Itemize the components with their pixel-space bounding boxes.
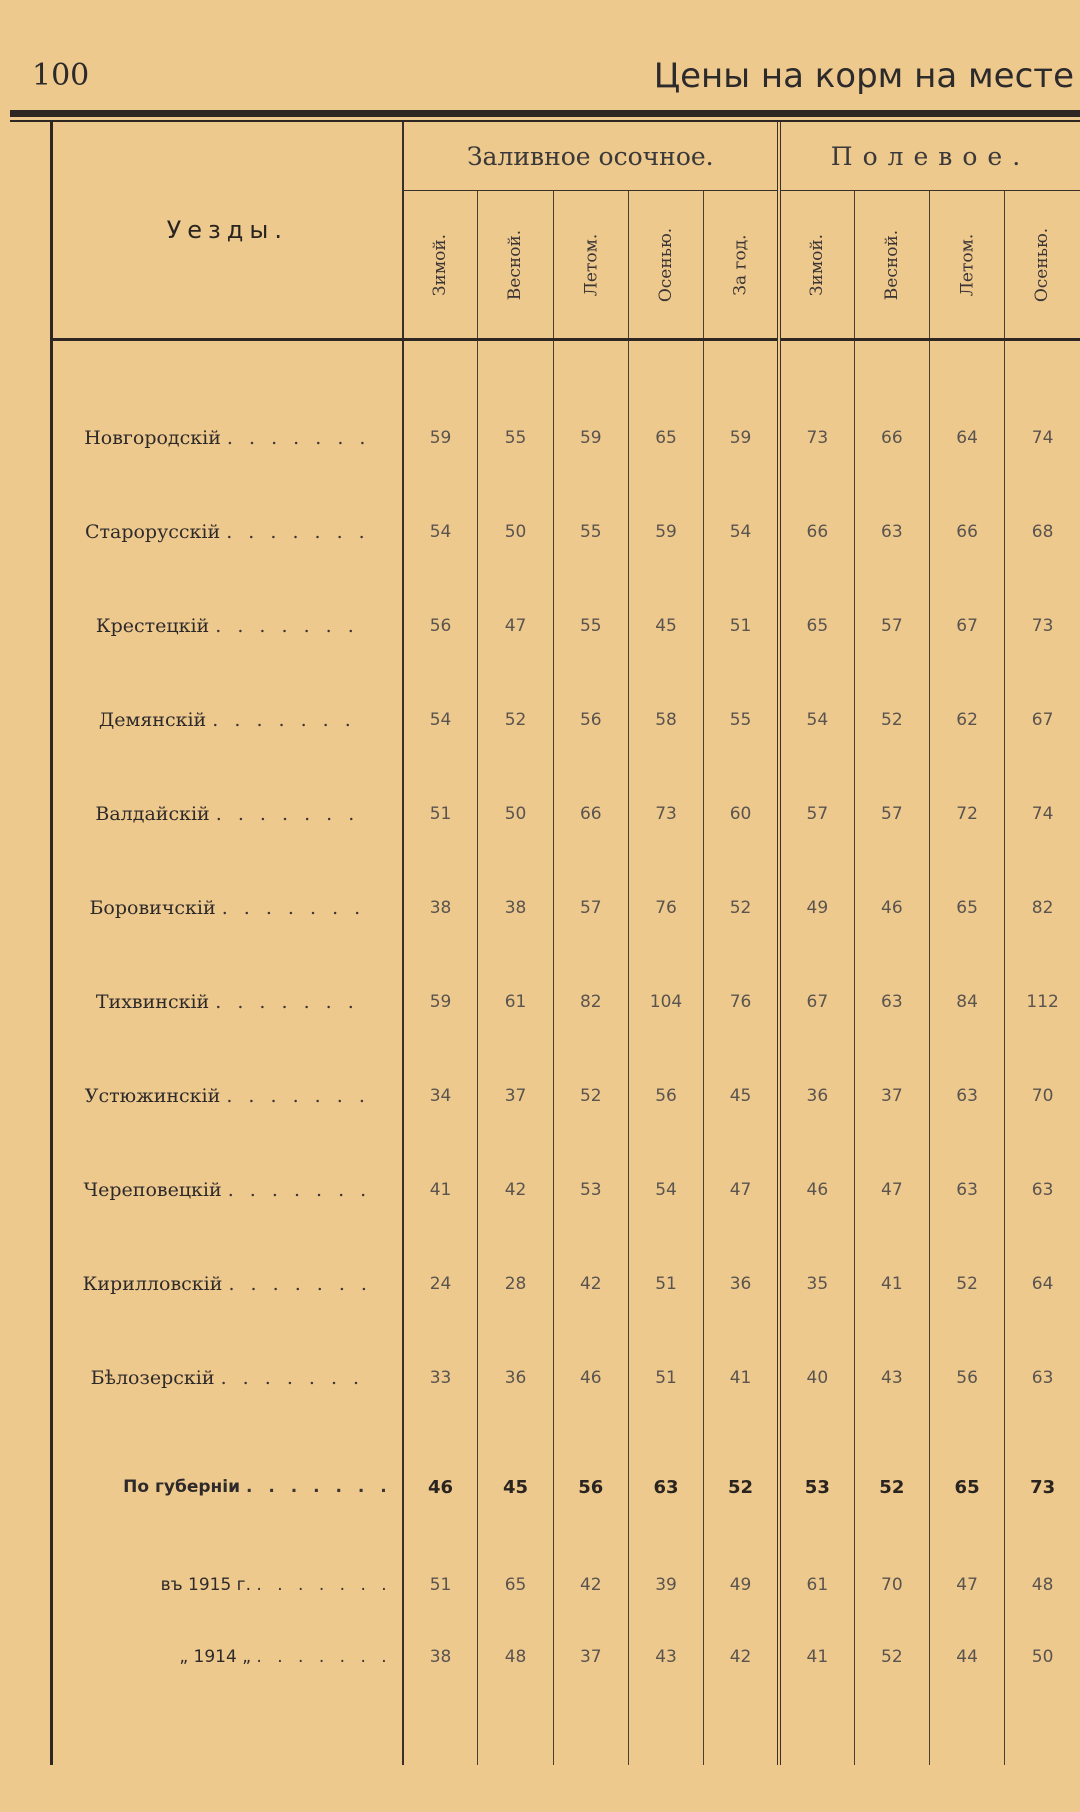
price-cell: 36 bbox=[704, 1237, 779, 1331]
uezd-name bbox=[52, 1621, 403, 1693]
leader-dots: . . . . . . . bbox=[256, 1575, 392, 1595]
price-cell: 24 bbox=[403, 1237, 478, 1331]
price-cell: 60 bbox=[704, 767, 779, 861]
price-cell: 61 bbox=[779, 1549, 854, 1621]
price-cell: 55 bbox=[478, 391, 553, 485]
page-number: 100 bbox=[32, 58, 90, 93]
price-cell: 57 bbox=[553, 861, 628, 955]
price-cell: 82 bbox=[553, 955, 628, 1049]
price-cell: 35 bbox=[779, 1237, 854, 1331]
price-cell: 63 bbox=[628, 1425, 703, 1549]
season-header: Летом. bbox=[929, 191, 1004, 340]
price-cell: 46 bbox=[854, 861, 929, 955]
price-cell: 56 bbox=[403, 579, 478, 673]
price-cell: 56 bbox=[929, 1331, 1004, 1425]
price-cell: 73 bbox=[779, 391, 854, 485]
price-cell: 66 bbox=[553, 767, 628, 861]
uezd-name bbox=[52, 861, 403, 955]
price-cell: 48 bbox=[478, 1621, 553, 1693]
uezd-name-text: Кирилловскій bbox=[82, 1273, 223, 1295]
price-cell: 67 bbox=[929, 579, 1004, 673]
price-cell: 68 bbox=[1031, 522, 1054, 542]
uezd-name-text: Валдайскій bbox=[95, 803, 210, 825]
price-cell: 38 bbox=[403, 1621, 478, 1693]
table-row bbox=[52, 1143, 1080, 1237]
price-cell: 70 bbox=[1031, 1086, 1054, 1106]
price-cell: 39 bbox=[628, 1549, 703, 1621]
price-cell: 49 bbox=[779, 861, 854, 955]
uezd-name bbox=[52, 391, 403, 485]
price-cell: 63 bbox=[929, 1143, 1004, 1237]
price-cell: 50 bbox=[478, 485, 553, 579]
price-cell: 45 bbox=[704, 1049, 779, 1143]
season-header: Осенью. bbox=[1005, 191, 1080, 340]
price-cell: 65 bbox=[929, 1425, 1004, 1549]
price-cell: 65 bbox=[628, 391, 703, 485]
price-cell: 66 bbox=[854, 391, 929, 485]
leader-dots: . . . . . . . bbox=[256, 1647, 392, 1667]
price-cell: 56 bbox=[553, 1425, 628, 1549]
price-cell: 64 bbox=[929, 391, 1004, 485]
price-cell: 56 bbox=[553, 673, 628, 767]
price-cell: 65 bbox=[478, 1549, 553, 1621]
price-cell: 73 bbox=[1031, 616, 1054, 636]
price-cell: 63 bbox=[854, 955, 929, 1049]
uezd-column-header: Уезды. bbox=[52, 122, 403, 340]
table-row bbox=[52, 1425, 1080, 1549]
price-cell: 55 bbox=[704, 673, 779, 767]
leader-dots: . . . . . . . bbox=[215, 803, 360, 825]
price-cell: 54 bbox=[628, 1143, 703, 1237]
uezd-name-text: Тихвинскій bbox=[95, 991, 210, 1013]
price-cell: 82 bbox=[1031, 898, 1054, 918]
group-header-meadow: Заливное осочное. bbox=[403, 122, 779, 191]
price-cell: 36 bbox=[478, 1331, 553, 1425]
price-cell: 37 bbox=[478, 1049, 553, 1143]
uezd-name-text: въ 1915 г. bbox=[160, 1575, 251, 1595]
uezd-name-text: Демянскій bbox=[98, 709, 207, 731]
price-cell: 47 bbox=[704, 1143, 779, 1237]
price-cell: 41 bbox=[403, 1143, 478, 1237]
leader-dots: . . . . . . . bbox=[220, 1367, 365, 1389]
price-cell: 46 bbox=[553, 1331, 628, 1425]
price-cell: 48 bbox=[1031, 1575, 1054, 1595]
price-cell: 63 bbox=[1031, 1180, 1054, 1200]
price-cell: 67 bbox=[779, 955, 854, 1049]
price-cell: 59 bbox=[553, 391, 628, 485]
price-cell: 33 bbox=[403, 1331, 478, 1425]
price-cell: 40 bbox=[779, 1331, 854, 1425]
header-rule-thick bbox=[10, 110, 1080, 117]
price-cell: 62 bbox=[929, 673, 1004, 767]
uezd-name bbox=[52, 579, 403, 673]
uezd-name-text: Новгородскій bbox=[84, 427, 221, 449]
price-cell: 52 bbox=[929, 1237, 1004, 1331]
price-cell: 38 bbox=[403, 861, 478, 955]
table-row bbox=[52, 1621, 1080, 1693]
table-row bbox=[52, 673, 1080, 767]
price-cell: 66 bbox=[779, 485, 854, 579]
season-header: Осенью. bbox=[628, 191, 703, 340]
price-cell: 55 bbox=[553, 485, 628, 579]
leader-dots: . . . . . . . bbox=[215, 615, 359, 637]
table-row bbox=[52, 1049, 1080, 1143]
price-cell: 52 bbox=[704, 1425, 779, 1549]
price-cell: 59 bbox=[628, 485, 703, 579]
table-row bbox=[52, 1331, 1080, 1425]
group-header-field: Полевое. bbox=[779, 122, 1080, 191]
leader-dots: . . . . . . . bbox=[226, 521, 370, 543]
table-row bbox=[52, 579, 1080, 673]
uezd-name bbox=[52, 1237, 403, 1331]
leader-dots: . . . . . . . bbox=[215, 991, 359, 1013]
price-cell: 52 bbox=[854, 673, 929, 767]
price-cell: 52 bbox=[478, 673, 553, 767]
leader-dots: . . . . . . . bbox=[226, 1085, 370, 1107]
price-cell: 65 bbox=[779, 579, 854, 673]
price-cell: 51 bbox=[628, 1237, 703, 1331]
running-title: Цены на корм на месте bbox=[653, 56, 1074, 96]
price-cell: 43 bbox=[854, 1331, 929, 1425]
price-cell: 41 bbox=[704, 1331, 779, 1425]
price-cell: 63 bbox=[929, 1049, 1004, 1143]
price-cell: 112 bbox=[1026, 992, 1059, 1012]
uezd-name bbox=[52, 955, 403, 1049]
season-header: Зимой. bbox=[779, 191, 854, 340]
table-row bbox=[52, 767, 1080, 861]
leader-dots: . . . . . . . bbox=[212, 709, 356, 731]
table-row bbox=[52, 861, 1080, 955]
price-cell: 59 bbox=[403, 391, 478, 485]
table-row bbox=[52, 1237, 1080, 1331]
table-row bbox=[52, 485, 1080, 579]
price-cell: 54 bbox=[403, 485, 478, 579]
price-cell: 52 bbox=[553, 1049, 628, 1143]
price-cell: 52 bbox=[854, 1425, 929, 1549]
price-cell: 56 bbox=[628, 1049, 703, 1143]
price-cell: 70 bbox=[854, 1549, 929, 1621]
uezd-name bbox=[52, 485, 403, 579]
price-cell: 44 bbox=[929, 1621, 1004, 1693]
season-header: Весной. bbox=[478, 191, 553, 340]
price-cell: 45 bbox=[628, 579, 703, 673]
price-cell: 46 bbox=[403, 1425, 478, 1549]
price-table bbox=[50, 122, 1080, 1765]
price-cell: 63 bbox=[854, 485, 929, 579]
price-cell: 38 bbox=[478, 861, 553, 955]
table-row bbox=[52, 955, 1080, 1049]
price-cell: 84 bbox=[929, 955, 1004, 1049]
price-cell: 42 bbox=[478, 1143, 553, 1237]
season-header: Летом. bbox=[553, 191, 628, 340]
price-cell: 58 bbox=[628, 673, 703, 767]
price-cell: 54 bbox=[779, 673, 854, 767]
leader-dots: . . . . . . . bbox=[221, 897, 366, 919]
price-cell: 66 bbox=[929, 485, 1004, 579]
uezd-name bbox=[52, 1331, 403, 1425]
uezd-name-text: Устюжинскій bbox=[84, 1085, 221, 1107]
price-cell: 36 bbox=[779, 1049, 854, 1143]
price-cell: 50 bbox=[478, 767, 553, 861]
price-cell: 52 bbox=[704, 861, 779, 955]
price-cell: 28 bbox=[478, 1237, 553, 1331]
price-cell: 76 bbox=[628, 861, 703, 955]
uezd-name bbox=[52, 767, 403, 861]
price-cell: 74 bbox=[1031, 804, 1054, 824]
price-cell: 53 bbox=[553, 1143, 628, 1237]
price-cell: 34 bbox=[403, 1049, 478, 1143]
uezd-name-text: Череповецкій bbox=[83, 1179, 222, 1201]
price-cell: 67 bbox=[1031, 710, 1054, 730]
price-cell: 57 bbox=[854, 579, 929, 673]
price-cell: 73 bbox=[1030, 1476, 1056, 1498]
price-cell: 73 bbox=[628, 767, 703, 861]
uezd-name-text: Старорусскій bbox=[84, 521, 221, 543]
price-cell: 59 bbox=[403, 955, 478, 1049]
price-cell: 51 bbox=[628, 1331, 703, 1425]
price-cell: 51 bbox=[403, 1549, 478, 1621]
price-cell: 37 bbox=[854, 1049, 929, 1143]
leader-dots: . . . . . . . bbox=[226, 427, 371, 449]
season-header: Зимой. bbox=[403, 191, 478, 340]
uezd-name bbox=[52, 1143, 403, 1237]
season-header: За год. bbox=[704, 191, 779, 340]
price-cell: 63 bbox=[1031, 1368, 1054, 1388]
price-cell: 51 bbox=[704, 579, 779, 673]
price-cell: 65 bbox=[929, 861, 1004, 955]
uezd-name-text: По губерніи bbox=[123, 1477, 241, 1497]
price-cell: 74 bbox=[1031, 428, 1054, 448]
uezd-name-text: „ 1914 „ bbox=[179, 1647, 251, 1667]
price-cell: 53 bbox=[779, 1425, 854, 1549]
price-cell: 42 bbox=[553, 1237, 628, 1331]
price-cell: 76 bbox=[704, 955, 779, 1049]
price-cell: 47 bbox=[478, 579, 553, 673]
table-row bbox=[52, 1549, 1080, 1621]
price-cell: 52 bbox=[854, 1621, 929, 1693]
price-cell: 42 bbox=[553, 1549, 628, 1621]
uezd-name-text: Боровичскій bbox=[89, 897, 216, 919]
price-cell: 51 bbox=[403, 767, 478, 861]
uezd-name bbox=[52, 673, 403, 767]
price-cell: 61 bbox=[478, 955, 553, 1049]
price-cell: 46 bbox=[779, 1143, 854, 1237]
price-cell: 41 bbox=[854, 1237, 929, 1331]
price-cell: 57 bbox=[854, 767, 929, 861]
price-cell: 37 bbox=[553, 1621, 628, 1693]
uezd-name bbox=[52, 1049, 403, 1143]
uezd-name-text: Бѣлозерскій bbox=[90, 1367, 215, 1389]
price-cell: 54 bbox=[704, 485, 779, 579]
price-cell: 104 bbox=[628, 955, 703, 1049]
price-cell: 59 bbox=[704, 391, 779, 485]
price-cell: 72 bbox=[929, 767, 1004, 861]
uezd-name-text: Крестецкій bbox=[95, 615, 210, 637]
price-cell: 45 bbox=[478, 1425, 553, 1549]
leader-dots: . . . . . . . bbox=[245, 1477, 392, 1497]
season-header: Весной. bbox=[854, 191, 929, 340]
leader-dots: . . . . . . . bbox=[228, 1273, 372, 1295]
price-cell: 47 bbox=[929, 1549, 1004, 1621]
price-cell: 41 bbox=[779, 1621, 854, 1693]
leader-dots: . . . . . . . bbox=[227, 1179, 372, 1201]
table-row bbox=[52, 391, 1080, 485]
price-cell: 43 bbox=[628, 1621, 703, 1693]
price-cell: 57 bbox=[779, 767, 854, 861]
price-cell: 42 bbox=[704, 1621, 779, 1693]
uezd-name bbox=[52, 1425, 403, 1549]
price-cell: 49 bbox=[704, 1549, 779, 1621]
price-cell: 55 bbox=[553, 579, 628, 673]
filler-row bbox=[52, 1693, 1080, 1765]
price-cell: 47 bbox=[854, 1143, 929, 1237]
uezd-name bbox=[52, 1549, 403, 1621]
price-cell: 54 bbox=[403, 673, 478, 767]
spacer-row bbox=[52, 340, 1080, 392]
price-cell: 50 bbox=[1031, 1647, 1054, 1667]
price-cell: 64 bbox=[1031, 1274, 1054, 1294]
